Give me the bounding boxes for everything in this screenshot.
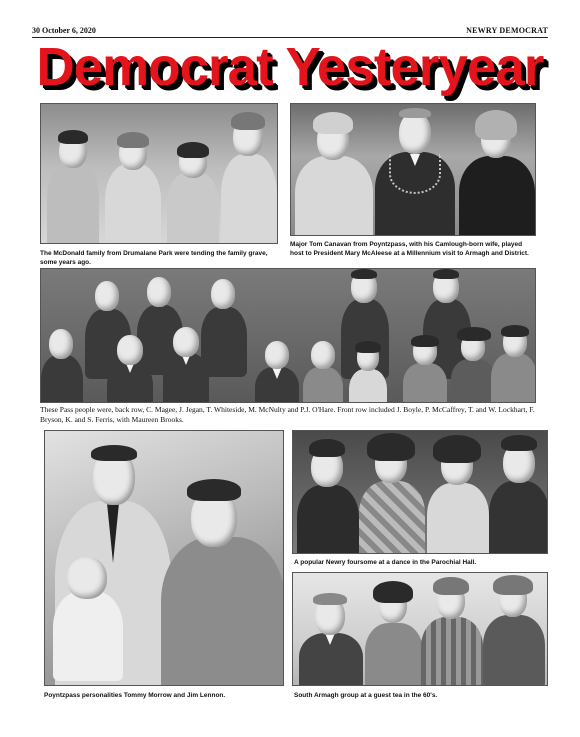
section-title: Democrat Yesteryear [36,37,544,97]
parochial-hall-caption: A popular Newry foursome at a dance in the Parochial Hall. [294,559,477,566]
poyntzpass-group-photo [40,268,536,403]
parochial-hall-photo [292,430,548,554]
mcdonald-family-caption: The McDonald family from Drumalane Park were tending the family grave, some years ago. [40,250,268,266]
page-info: 30 October 6, 2020 [32,26,96,35]
poyntzpass-group-caption: These Pass people were, back row, C. Magee, J. Jegan, T. Whiteside, M. McNulty and P.J. O'Hare. Front row included J. Boyle, P. McCaffrey, T. and W. Lockhart, F. Bryson, K. and S. Ferris, with Maureen Brooks. [40,405,535,424]
morrow-lennon-photo [44,430,284,686]
morrow-lennon-caption: Poyntzpass personalities Tommy Morrow and Jim Lennon. [44,692,226,699]
mcaleese-visit-photo [290,103,536,236]
guest-tea-photo [292,572,548,686]
mcdonald-family-photo [40,103,278,244]
guest-tea-caption: South Armagh group at a guest tea in the 60's. [294,692,438,699]
publication-name: NEWRY DEMOCRAT [466,26,548,35]
mcaleese-visit-caption: Major Tom Canavan from Poyntzpass, with his Camlough-born wife, played host to President Mary McAleese at a Millennium visit to Armagh and District. [290,241,529,257]
